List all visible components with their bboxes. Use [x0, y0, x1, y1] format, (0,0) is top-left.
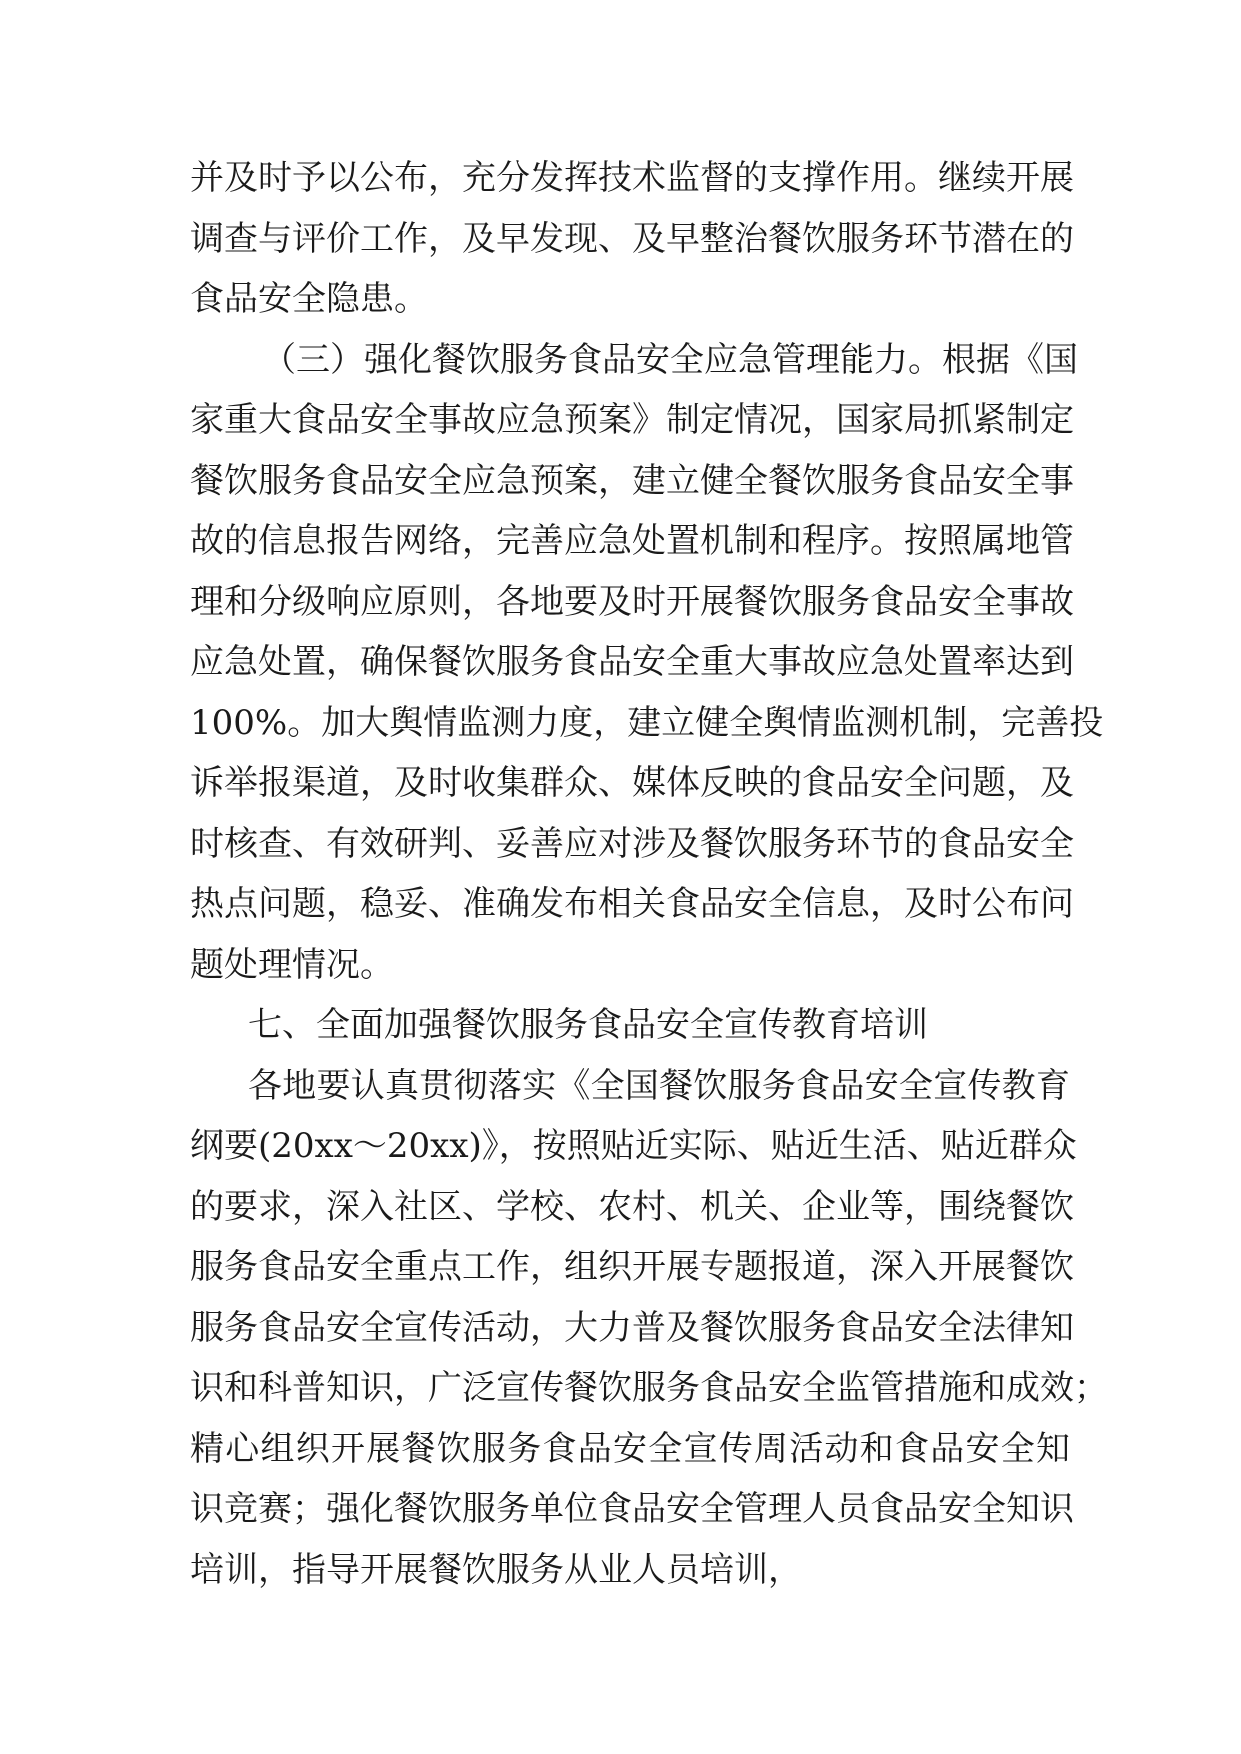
text-line: 家重大食品安全事故应急预案》制定情况，国家局抓紧制定 [190, 400, 1074, 440]
text-line: 诉举报渠道，及时收集群众、媒体反映的食品安全问题，及 [190, 763, 1074, 803]
body-text [190, 148, 1108, 1600]
text-line: 服务食品安全宣传活动，大力普及餐饮服务食品安全法律知 [190, 1307, 1074, 1348]
text-line: 食品安全隐患。 [190, 279, 428, 319]
text-line: 识竞赛；强化餐饮服务单位食品安全管理人员食品安全知识 [190, 1489, 1074, 1529]
text-line: 热点问题，稳妥、准确发布相关食品安全信息，及时公布问 [190, 884, 1074, 924]
section-heading: 七、全面加强餐饮服务食品安全宣传教育培训 [248, 1005, 928, 1045]
text-line: 题处理情况。 [190, 944, 394, 985]
text-line: 应急处置，确保餐饮服务食品安全重大事故应急处置率达到 [190, 642, 1074, 682]
text-line: 的要求，深入社区、学校、农村、机关、企业等，围绕餐饮 [190, 1186, 1074, 1227]
text-line: 理和分级响应原则，各地要及时开展餐饮服务食品安全事故 [190, 581, 1074, 622]
text-line: 100%。加大舆情监测力度，建立健全舆情监测机制，完善投 [190, 702, 1104, 743]
text-line: 纲要(20xx～20xx)》，按照贴近实际、贴近生活、贴近群众 [190, 1126, 1077, 1166]
text-line: 并及时予以公布，充分发挥技术监督的支撑作用。继续开展 [190, 158, 1074, 198]
text-line: 培训，指导开展餐饮服务从业人员培训， [190, 1549, 802, 1590]
section-heading-line: （三）强化餐饮服务食品安全应急管理能力。根据《国 [262, 339, 1078, 380]
text-line: 餐饮服务食品安全应急预案，建立健全餐饮服务食品安全事 [190, 460, 1074, 501]
text-line: 调查与评价工作，及早发现、及早整治餐饮服务环节潜在的 [190, 218, 1074, 259]
text-line: 精心组织开展餐饮服务食品安全宣传周活动和食品安全知 [190, 1428, 1070, 1469]
text-line: 服务食品安全重点工作，组织开展专题报道，深入开展餐饮 [190, 1247, 1074, 1287]
paragraph-first-line: 各地要认真贯彻落实《全国餐饮服务食品安全宣传教育 [248, 1065, 1070, 1106]
text-line: 识和科普知识，广泛宣传餐饮服务食品安全监管措施和成效； [190, 1368, 1108, 1408]
text-line: 故的信息报告网络，完善应急处置机制和程序。按照属地管 [190, 521, 1074, 561]
text-line: 时核查、有效研判、妥善应对涉及餐饮服务环节的食品安全 [190, 823, 1074, 864]
